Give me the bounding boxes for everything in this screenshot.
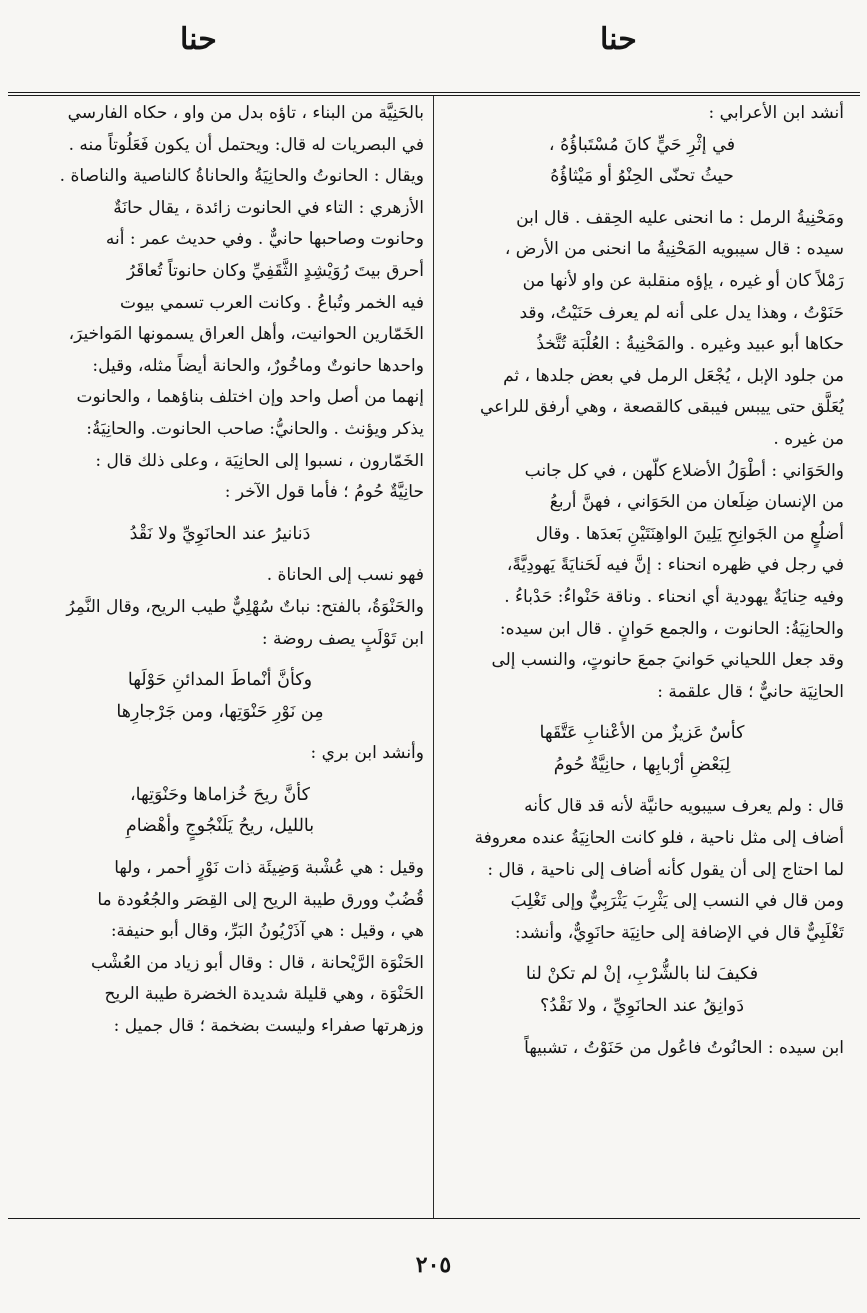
text-line: أضلُعٍ من الجَوانِحِ يَلِينَ الواهِنَتَيْنِ بَعدَها . وقال [535, 523, 844, 544]
right-column [440, 98, 844, 1213]
headword-left: حنا [180, 22, 217, 57]
text-line: في البصريات له قال: ويحتمل أن يكون فَعَلُوتاً منه . [68, 134, 424, 155]
text-line: ومَحْنِيةُ الرمل : ما انحنى عليه الحِقف . قال ابن [516, 207, 844, 228]
header-rule-inner [8, 95, 860, 96]
text-line: حانِيَّةٌ حُومُ ؛ فأما قول الآخر : [224, 482, 424, 503]
text-line: هي ، وقيل : هي آذَرْيُونُ البَرِّ، وقال أبو حنيفة: [110, 921, 424, 942]
verse-line: كأنَّ ريحَ خُزاماها وحَنْوَتِها، [130, 784, 310, 805]
text-line: فهو نسب إلى الحاناة . [266, 565, 424, 586]
page-number: ٢٠٥ [415, 1252, 452, 1278]
header-rule [8, 92, 860, 93]
text-line: يُعَلَّق حتى ييبس فيبقى كالقصعة ، وهي أرفق للراعي [480, 397, 844, 418]
text-line: من جلود الإبل ، يُجْعَل الرمل في بعض جلدها ، ثم [503, 365, 844, 386]
headword-right: حنا [600, 22, 637, 57]
text-line: وقد جعل اللحياني حَوانيَ جمعَ حانوتٍ، والنسب إلى [491, 650, 844, 671]
text-line: فيه الخمر وتُباعُ . وكانت العرب تسمي بيوت [119, 292, 424, 313]
text-line: وزهرتها صفراء وليست بضخمة ؛ قال جميل : [113, 1016, 424, 1037]
text-line: قُضُبٌ وورق طيبة الريح إلى القِصَر والجُعُودة ما [97, 889, 424, 910]
text-line: ابن تَوْلَبٍ يصف روضة : [261, 628, 424, 649]
text-line: واحدها حانوتٌ وماخُورٌ، والحانة أيضاً مثله، وقيل: [92, 355, 424, 376]
verse-line: بالليل، ريحُ يَلَنْجُوجٍ وأهْضامِ [125, 816, 315, 837]
text-line: حَنَوْتُ ، وهذا يدل على أنه لم يعرف حَنَيْتُ، وقد [519, 302, 844, 323]
text-line: الأزهري : التاء في الحانوت زائدة ، يقال حانَةٌ [113, 197, 424, 218]
text-line: قال : ولم يعرف سيبويه حانيَّة لأنه قد قال كأنه [524, 796, 844, 817]
verse-line: في إثْرِ حَيٍّ كانَ مُسْتَباؤُهُ ، [548, 134, 736, 155]
text-line: الحَنْوَة الرَّيْحانة ، قال : وقال أبو زياد من العُشْب [90, 952, 424, 973]
text-line: ومن قال في النسب إلى يَثْرِبَ يَثْرَبِيٌّ وإلى تَغْلِبَ [510, 891, 844, 912]
verse-line: مِن نَوْرِ حَنْوَتِها، ومن جَرْجارِها [116, 701, 324, 722]
text-line: وقيل : هي عُشْبة وَضِيئَة ذات نَوْرٍ أحمر ، ولها [114, 858, 424, 879]
text-line: الخَمّارون ، نسبوا إلى الحانِيَة ، وعلى ذلك قال : [95, 450, 424, 471]
text-line: ابن سيده : الحانُوتُ فاعُول من حَنَوْتُ ، تشبيهاً [524, 1037, 844, 1058]
verse-line: فكيفَ لنا بالشُّرْبِ، إنْ لم تكنْ لنا [525, 964, 759, 985]
verse-line: كأسٌ عَزيزٌ من الأعْنابِ عَتَّقَها [539, 723, 745, 744]
text-line: والحَنْوَةُ، بالفتح: نباتٌ سُهْلِيٌّ طيب الريح، وقال النَّمِرُ [66, 596, 424, 617]
text-line: لما احتاج إلى أن يقول كأنه أضاف إلى ناحية ، قال : [487, 859, 844, 880]
verse-line: وكأنَّ أنْماطَ المدائنِ حَوْلَها [127, 670, 313, 691]
left-column [16, 98, 424, 1213]
verse-line: دَوانِقُ عند الحانَوِيِّ ، ولا نَقْدُ؟ [539, 996, 744, 1017]
text-line: أضاف إلى مثل ناحية ، فلو كانت الحانِيَةُ عنده معروفة [474, 828, 844, 849]
text-line: يذكر ويؤنث . والحانيُّ: صاحب الحانوت. والحانِيَةُ: [86, 418, 424, 439]
text-line: في رجل في ظهره انحناء : إنَّ فيه لَحَنايَةً يَهودِيَّةً، [506, 555, 844, 576]
text-line: وحانوت وصاحبها حانيٌّ . وفي حديث عمر : أنه [105, 229, 424, 250]
text-line: إنهما من أصل واحد وإن اختلف بناؤهما ، والحانوت [76, 387, 424, 408]
footer-rule [8, 1218, 860, 1219]
text-line: من غيره . [773, 428, 844, 449]
text-line: والحَوَاني : أطْوَلُ الأضلاع كلّهن ، في كل جانب [524, 460, 844, 481]
text-line: رَمْلاً كان أو غيره ، يإؤه منقلبة عن واو لأنها من [522, 270, 844, 291]
text-line: وأنشد ابن بري : [310, 743, 424, 764]
verse-line: حيثُ تحنّى الحِنْوُ أو مَيْثاؤُهُ [550, 166, 734, 187]
text-line: حكاها أبو عبيد وغيره . والمَحْنِيةُ : العُلْبَة تُتَّخذُ [536, 334, 844, 355]
text-line: أنشد ابن الأعرابي : [708, 103, 844, 123]
text-line: وفيه حِنايَةٌ يهودية أي انحناء . وناقة حَنْواءُ: حَدْباءُ . [504, 586, 844, 607]
page-header [0, 22, 867, 72]
text-line: بالحَنِيَّة من البناء ، تاؤه بدل من واو ، حكاه الفارسي [67, 103, 424, 123]
text-line: أحرق بيتَ رُوَيْشِدٍ الثَّقَفِيِّ وكان حانوتاً تُعاقَرُ [126, 260, 424, 281]
column-divider [433, 96, 434, 1218]
text-line: تَغْلَبِيٌّ قال في الإضافة إلى حانِيَة حانَوِيٌّ، وأنشد: [514, 922, 844, 943]
text-line: سيده : قال سيبويه المَحْنِيةُ ما انحنى من الأرض ، [504, 239, 844, 260]
text-line: والحانِيَةُ: الحانوت ، والجمع حَوانٍ . قال ابن سيده: [499, 618, 844, 639]
text-line: من الإنسان ضِلَعان من الحَوَاني ، فهنَّ أربعُ [549, 492, 844, 513]
verse-line: دَنانيرُ عند الحانَوِيِّ ولا نَقْدُ [129, 523, 311, 544]
text-line: ويقال : الحانوتُ والحانِيَةُ والحاناةُ كالناصية والناصاة . [59, 166, 424, 187]
text-line: الخَمّارين الحوانيت، وأهل العراق يسمونها المَواخيرَ، [68, 324, 424, 345]
text-line: الحانِيَة حانيٌّ ؛ قال علقمة : [657, 681, 844, 702]
text-line: الحَنْوَة ، وهي قليلة شديدة الخضرة طيبة الريح [104, 984, 424, 1005]
verse-line: لِبَعْضِ أرْبابِها ، حانِيَّةٌ حُومُ [553, 754, 731, 775]
